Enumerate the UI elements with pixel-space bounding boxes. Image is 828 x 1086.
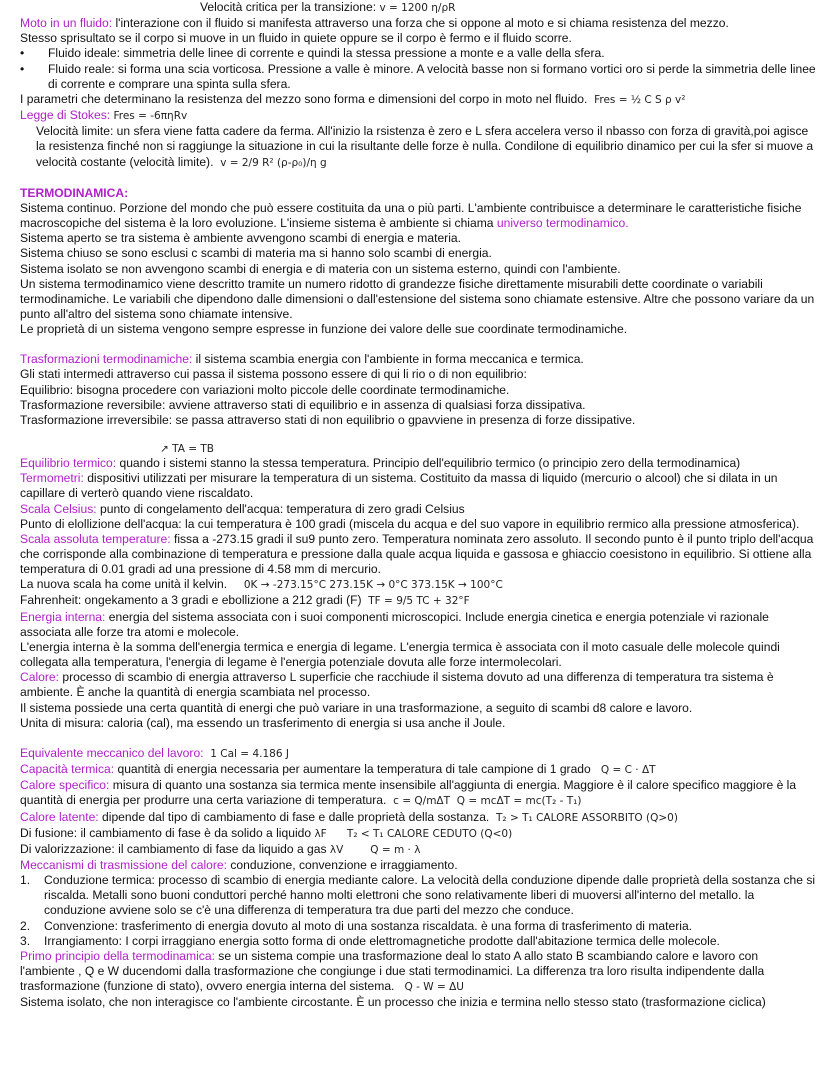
term-absolute-scale: Scala assoluta temperature: xyxy=(20,531,171,546)
term-celsius: Scala Celsius: xyxy=(20,501,97,516)
fahrenheit-formula: TF = 9/5 TC + 32°F xyxy=(368,595,470,608)
heat-paragraph: Calore: processo di scambio di energia attraverso L superficie che racchiude il sistema dovuto ad una differenza di temperatura tra sistema è ambiente. È anche la quantità di energia scambiata nel processo. xyxy=(20,670,774,700)
absolute-scale-paragraph: Scala assoluta temperature: fissa a -273.15 gradi il su9 punto zero. Temperatura nominata zero assoluto. Il secondo punto è il punto triplo dell'acqua che corrisponde alla combinazione di temperatura e pressione dalla quale acqua liquida e gassosa e ghiaccio coesistono in equilibrio. Si ottiene alla temperatura di 0.01 gradi ad una pressione di 4.58 mm di mercurio. xyxy=(20,531,814,577)
specific-heat-paragraph: Calore specifico: misura di quanto una sostanza sia termica mente insensibile all'aggiunta di energia. Maggiore è il calore specifico maggiore è la quantità di energia per produrre una certa variazione di temperatura. c = Q/mΔT Q = mcΔT = mc(T₂ - T₁) xyxy=(20,778,797,808)
resistance-formula: Fres = ½ C S ρ v² xyxy=(594,93,686,106)
term-heat: Calore: xyxy=(20,670,59,685)
energy-sum-paragraph: L'energia interna è la somma dell'energia termica e energia di legame. L'energia termica è associata con il moto casuale delle molecole quindi collegata alla temperatura, l'energia di legame è l'energia potenziale dovuta alle forze intermolecolari. xyxy=(20,639,780,670)
same-result-line: Stesso sprisultato se il corpo si muove in un fluido in quiete oppure se il corpo è fermo e il fluido scorre. xyxy=(20,31,572,46)
kelvin-line: La nuova scala ha come unità il kelvin. 0K → -273.15°C 273.15K → 0°C 373.15K → 100°C xyxy=(20,577,503,592)
calorie-joule-formula: 1 Cal = 4.186 J xyxy=(210,747,289,760)
latent-heat-line: Calore latente: dipende dal tipo di cambiamento di fase e dalle proprietà della sostanza. T₂ > T₁ CALORE ASSORBITO (Q>0) xyxy=(20,809,678,824)
internal-energy-paragraph: Energia interna: energia del sistema associata con i suoi componenti microscopici. Include energia cinetica e energia potenziale vi razionale associata alle forze tra atomi e molecole. xyxy=(20,609,769,639)
reversible-line: Trasformazione reversibile: avviene attraverso stati di equilibrio e in assenza di qualsiasi forza dissipativa. xyxy=(20,397,586,412)
bullet-icon: • xyxy=(20,61,25,76)
bullet-icon: • xyxy=(20,46,25,61)
bullet-ideal-fluid: • Fluido ideale: simmetria delle linee di corrente e quindi la stessa pressione a monte e a valle della sfera. xyxy=(20,46,605,61)
fluid-motion-line: Moto in un fluido: l'interazione con il fluido si manifesta attraverso una forza che si oppone al moto e si chiama resistenza del mezzo. xyxy=(20,16,729,31)
notes-page xyxy=(20,0,816,1011)
vaporization-line: Di valorizzazione: il cambiamento di fase da liquido a gas λV Q = m · λ xyxy=(20,841,421,856)
transmission-line: Meccanismi di trasmissione del calore: conduzione, convenzione e irraggiamento. xyxy=(20,857,458,872)
latent-heat-formula: Q = m · λ xyxy=(370,843,421,856)
specific-heat-formula: c = Q/mΔT xyxy=(393,795,451,808)
heat-capacity-line: Capacità termica: quantità di energia necessaria per aumentare la temperatura di tale campione di 1 grado Q = C · ΔT xyxy=(20,762,656,777)
kelvin-conversions: 0K → -273.15°C 273.15K → 0°C 373.15K → 100°C xyxy=(243,579,503,592)
term-mechanical-equivalent: Equivalente meccanico del lavoro: xyxy=(20,745,204,760)
equilibrium-line: Equilibrio: bisogna procedere con variazioni molto piccole delle coordinate termodinamiche. xyxy=(20,382,510,397)
critical-velocity-line: Velocità critica per la transizione: v = 1200 η/ρR xyxy=(200,0,456,14)
term-fluid-motion: Moto in un fluido: xyxy=(20,16,113,31)
first-law-formula: Q - W = ΔU xyxy=(404,981,464,994)
term-thermometers: Termometri: xyxy=(20,471,84,486)
energy-varies-line: Il sistema possiede una certa quantità di energi che può variare in una trasformazione, a seguito di scambi d8 calore e lavoro. xyxy=(20,700,693,715)
stokes-line xyxy=(20,108,816,124)
properties-line: Le proprietà di un sistema vengono sempre espresse in funzione dei valore delle sue coordinate termodinamiche. xyxy=(20,322,628,337)
limit-velocity-paragraph: Velocità limite: un sfera viene fatta cadere da ferma. All'inizio la rsistenza è zero e L sfera accelera verso il nbasso con forza di gravità,poi agisce la resistenza finché non si raggiunge la situazione in cui la risultante delle forze è nulla. Condilone di equilibrio dinamico per cui la sfer si muove a velocità costante (velocità limite). v = 2/9 R² (ρ-ρ₀)/η g xyxy=(36,124,814,169)
first-law-paragraph: Primo principio della termodinamica: se un sistema compie una trasformazione deal lo stato A allo stato B scambiando calore e lavoro con l'ambiente , Q e W ducendomi dalla trasformazione che congiunge i due stati termodinamici. La differenza tra loro risulta indipendente dalla trasformazione (funzione di stato), ovvero energia interna del sistema. Q - W = ΔU xyxy=(20,948,765,994)
term-specific-heat: Calore specifico: xyxy=(20,778,110,793)
thermal-equilibrium-line: Equilibrio termico: quando i sistemi stanno la stessa temperatura. Principio dell'equilibrio termico (o principio zero della termodinamica) xyxy=(20,456,741,471)
variables-paragraph: Un sistema termodinamico viene descritto tramite un numero ridotto di grandezze fisiche direttamente misurabili dette coordinate o variabili termodinamiche. Le variabili che dipendono dalle dimensioni o dall'estensione del sistema sono chiamate estensive. Altre che possono variare da un punto all'altro del sistema sono chiamate intensive. xyxy=(20,276,815,321)
thermometers-paragraph: Termometri: dispositivi utilizzati per misurare la temperatura di un sistema. Costituito da massa di liquido (mercurio o alcool) che si dilata in un capillare di verterò quando viene riscaldato. xyxy=(20,471,778,501)
list-item-convection: 2. Convenzione: trasferimento di energia dovuto al moto di una sostanza riscaldata. è una forma di trasferimento di materia. xyxy=(20,918,693,933)
parameters-line: I parametri che determinano la resistenza del mezzo sono forma e dimensioni del corpo in moto nel fluido. Fres = ½ C S ρ v² xyxy=(20,91,686,106)
heat-absorbed-note: T₂ > T₁ CALORE ASSORBITO (Q>0) xyxy=(496,811,678,824)
list-item-radiation: 3. Irrangiamento: I corpi irraggiano energia sotto forma di onde elettromagnetiche prodotte dall'abitazione termica delle molecole. xyxy=(20,933,720,948)
heading-thermodynamics: TERMODINAMICA: xyxy=(20,185,129,200)
term-latent-heat: Calore latente: xyxy=(20,809,99,824)
heat-exchange-formula: Q = mcΔT = mc(T₂ - T₁) xyxy=(456,795,582,808)
term-transformations: Trasformazioni termodinamiche: xyxy=(20,352,193,367)
term-stokes: Legge di Stokes: xyxy=(20,108,111,123)
lambda-vaporization: λV xyxy=(329,843,344,856)
boiling-point-paragraph: Punto di elollizione dell'acqua: la cui temperatura è 100 gradi (miscela du acqua e del suo vapore in equilibrio rermico alla pressione atmosferica). xyxy=(20,516,800,531)
list-item-conduction: 1. Conduzione termica: processo di scambio di energia mediante calore. La velocità della conduzione dipende dalle proprietà della sostanza che si riscalda. Metalli sono buoni conduttori perché hanno molti elettroni che sono relativamente liberi di muoversi all'interno del metallo. la conduzione avviene solo se c'è una differenza di temperatura tra due parti del mezzo che conduce. xyxy=(20,873,816,918)
mechanical-equivalent-line xyxy=(20,746,816,762)
term-first-law: Primo principio della termodinamica: xyxy=(20,948,215,963)
heat-capacity-formula: Q = C · ΔT xyxy=(600,764,656,777)
lambda-fusion: λF xyxy=(314,827,327,840)
isolated-system-line: Sistema isolato se non avvengono scambi di energia e di materia con un sistema esterno, quindi con l'ambiente. xyxy=(20,261,621,276)
open-system-line: Sistema aperto se tra sistema è ambiente avvengono scambi di energia e materia. xyxy=(20,231,461,246)
critical-velocity-formula: v = 1200 η/ρR xyxy=(379,2,456,14)
irreversible-line: Trasformazione irreversibile: se passa attraverso stati di non equilibrio o gpavviene in presenza di forze dissipative. xyxy=(20,412,636,427)
intermediate-states-line: Gli stati intermedi attraverso cui passa il sistema possono essere di qui li rio o di non equilibrio: xyxy=(20,367,527,382)
unit-line: Unita di misura: caloria (cal), ma essendo un trasferimento di energia si usa anche il Joule. xyxy=(20,715,506,730)
fusion-line: Di fusione: il cambiamento di fase è da solido a liquido λF T₂ < T₁ CALORE CEDUTO (Q<0) xyxy=(20,825,513,840)
fahrenheit-line: Fahrenheit: ongekamento a 3 gradi e ebollizione a 212 gradi (F) TF = 9/5 TC + 32°F xyxy=(20,593,470,608)
term-heat-capacity: Capacità termica: xyxy=(20,762,115,777)
term-universe: universo termodinamico. xyxy=(496,216,629,231)
celsius-line: Scala Celsius: punto di congelamento dell'acqua: temperatura di zero gradi Celsius xyxy=(20,501,465,516)
stokes-formula: Fres = -6πηRv xyxy=(113,110,188,123)
term-transmission: Meccanismi di trasmissione del calore: xyxy=(20,857,228,872)
isolated-cycle-paragraph: Sistema isolato, che non interagisce co l'ambiente circostante. È un processo che inizia e termina nello stesso stato (trasformazione ciclica) xyxy=(20,995,766,1010)
bullet-real-fluid: • Fluido reale: si forma una scia vorticosa. Pressione a valle è minore. A velocità basse non si formano vortici oro si perde la simmetria delle linee di corrente e comprare una spinta sulla sfera. xyxy=(20,61,816,91)
heat-released-note: T₂ < T₁ CALORE CEDUTO (Q<0) xyxy=(346,827,513,840)
limit-velocity-formula: v = 2/9 R² (ρ-ρ₀)/η g xyxy=(220,156,327,169)
system-paragraph: Sistema continuo. Porzione del mondo che può essere costituita da una o più parti. L'ambiente contribuisce a determinare le caratteristiche fisiche macroscopiche del sistema è la loro evoluzione. L'insieme sistema è ambiente si chiama universo termodinamico. xyxy=(20,200,802,231)
closed-system-line: Sistema chiuso se sono esclusi c scambi di materia ma si hanno solo scambi di energia. xyxy=(20,246,492,261)
term-internal-energy: Energia interna: xyxy=(20,609,106,624)
term-thermal-equilibrium: Equilibrio termico: xyxy=(20,456,117,471)
equal-temperature-note: ↗ TA = TB xyxy=(160,443,215,456)
transformations-line: Trasformazioni termodinamiche: il sistema scambia energia con l'ambiente in forma meccanica e termica. xyxy=(20,352,584,367)
